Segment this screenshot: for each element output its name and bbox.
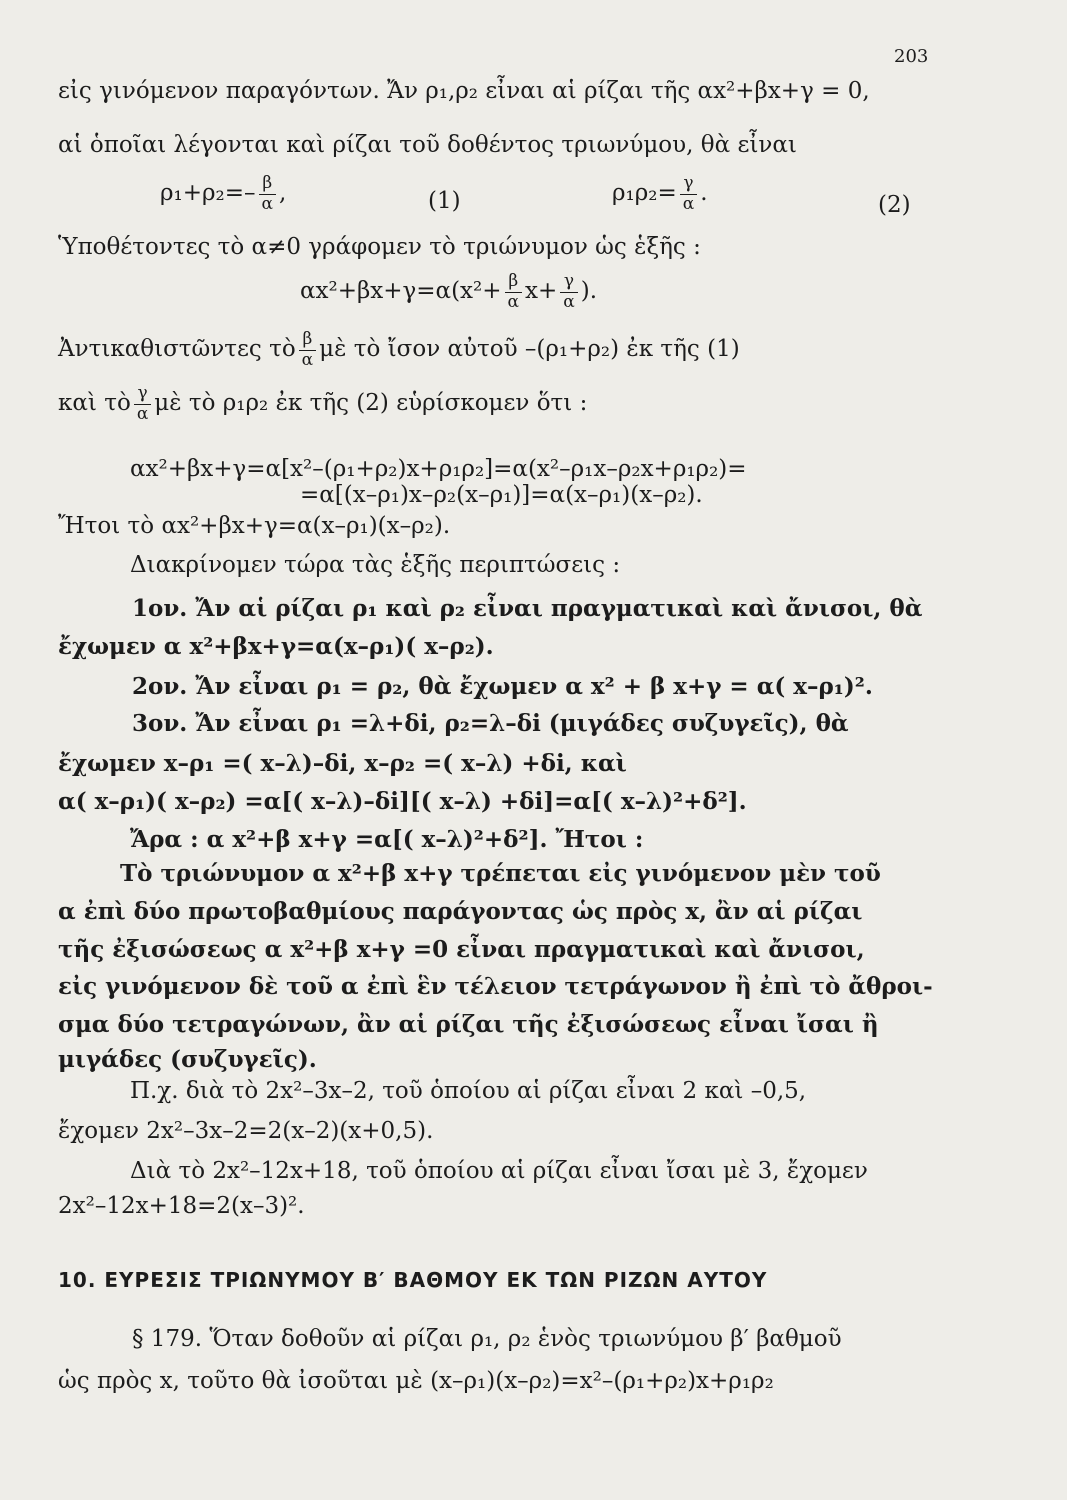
eq1-lhs: ρ₁+ρ₂=–: [160, 180, 256, 207]
fraction: $\frac{\beta}{\alpha}$: [259, 174, 276, 214]
section-179-line: § 179. Ὅταν δοθοῦν αἱ ρίζαι ρ₁, ρ₂ ἑνὸς τριωνύμου β′ βαθμοῦ: [132, 1326, 842, 1352]
section-heading: 10. ΕΥΡΕΣΙΣ ΤΡΙΩΝΥΜΟΥ Β′ ΒΑΘΜΟΥ ΕΚ ΤΩΝ ΡΙΖΩΝ ΑΥΤΟΥ: [58, 1268, 768, 1292]
theorem-line: μιγάδες (συζυγεῖς).: [58, 1046, 317, 1073]
example-line: Διὰ τὸ 2x²–12x+18, τοῦ ὁποίου αἱ ρίζαι εἶναι ἴσαι μὲ 3, ἔχομεν: [130, 1158, 868, 1184]
equation-3: αx²+βx+γ=α(x²+ $\frac{\beta}{\alpha}$ x+ $\frac{\gamma}{\alpha}$ ).: [300, 271, 598, 312]
equation-line: =α[(x–ρ₁)x–ρ₂(x–ρ₁)]=α(x–ρ₁)(x–ρ₂).: [300, 482, 703, 508]
fraction: $\frac{\gamma}{\alpha}$: [134, 384, 151, 424]
page-number: 203: [894, 46, 929, 67]
case-1-line: 1ον. Ἄν αἱ ρίζαι ρ₁ καὶ ρ₂ εἶναι πραγματικαὶ καὶ ἄνισοι, θὰ: [132, 595, 923, 622]
theorem-line: α ἐπὶ δύο πρωτοβαθμίους παράγοντας ὡς πρὸς x, ἂν αἱ ρίζαι: [58, 898, 863, 925]
eq2-lhs: ρ₁ρ₂=: [612, 180, 677, 207]
case-3-line: α( x–ρ₁)( x–ρ₂) =α[( x–λ)–δi][( x–λ) +δi]=α[( x–λ)²+δ²].: [58, 788, 747, 815]
case-1-line: ἔχωμεν α x²+βx+γ=α(x–ρ₁)( x–ρ₂).: [58, 633, 494, 660]
fraction: $\frac{\gamma}{\alpha}$: [680, 174, 697, 214]
case-3-line: Ἄρα : α x²+β x+γ =α[( x–λ)²+δ²]. Ἤτοι :: [130, 826, 644, 853]
example-line: ἔχομεν 2x²–3x–2=2(x–2)(x+0,5).: [58, 1118, 434, 1144]
equation-1-label: (1): [428, 188, 461, 214]
equation-2: ρ₁ρ₂= $\frac{\gamma}{\alpha}$ .: [612, 173, 708, 214]
text-line: Διακρίνομεν τώρα τὰς ἑξῆς περιπτώσεις :: [130, 552, 621, 578]
equation-1: ρ₁+ρ₂=– $\frac{\beta}{\alpha}$ ,: [160, 173, 287, 214]
equation-line: αx²+βx+γ=α[x²–(ρ₁+ρ₂)x+ρ₁ρ₂]=α(x²–ρ₁x–ρ₂x+ρ₁ρ₂)=: [130, 456, 747, 482]
fraction: $\frac{\beta}{\alpha}$: [505, 272, 522, 312]
text-line: Ὑποθέτοντες τὸ α≠0 γράφομεν τὸ τριώνυμον ὡς ἑξῆς :: [58, 234, 701, 260]
case-2-line: 2ον. Ἄν εἶναι ρ₁ = ρ₂, θὰ ἔχωμεν α x² + β x+γ = α( x–ρ₁)².: [132, 673, 873, 700]
text-line: εἰς γινόμενον παραγόντων. Ἄν ρ₁,ρ₂ εἶναι αἱ ρίζαι τῆς αx²+βx+γ = 0,: [58, 78, 870, 104]
text-line-substitution-1: Ἀντικαθιστῶντες τὸ $\frac{\beta}{\alpha}$ μὲ τὸ ἴσον αὐτοῦ –(ρ₁+ρ₂) ἐκ τῆς (1): [58, 329, 740, 370]
text-line: αἱ ὁποῖαι λέγονται καὶ ρίζαι τοῦ δοθέντος τριωνύμου, θὰ εἶναι: [58, 132, 797, 158]
theorem-line: τῆς ἐξισώσεως α x²+β x+γ =0 εἶναι πραγματικαὶ καὶ ἄνισοι,: [58, 936, 865, 963]
text-line: Ἤτοι τὸ αx²+βx+γ=α(x–ρ₁)(x–ρ₂).: [58, 513, 451, 539]
fraction: $\frac{\gamma}{\alpha}$: [560, 272, 577, 312]
example-line: Π.χ. διὰ τὸ 2x²–3x–2, τοῦ ὁποίου αἱ ρίζαι εἶναι 2 καὶ –0,5,: [130, 1078, 807, 1104]
theorem-line: σμα δύο τετραγώνων, ἂν αἱ ρίζαι τῆς ἐξισώσεως εἶναι ἴσαι ἢ: [58, 1011, 879, 1038]
theorem-line: Τὸ τριώνυμον α x²+β x+γ τρέπεται εἰς γινόμενον μὲν τοῦ: [120, 860, 881, 887]
section-179-line: ὡς πρὸς x, τοῦτο θὰ ἰσοῦται μὲ (x–ρ₁)(x–ρ₂)=x²–(ρ₁+ρ₂)x+ρ₁ρ₂: [58, 1368, 774, 1394]
fraction: $\frac{\beta}{\alpha}$: [299, 330, 316, 370]
case-3-line: 3ον. Ἄν εἶναι ρ₁ =λ+δi, ρ₂=λ–δi (μιγάδες συζυγεῖς), θὰ: [132, 710, 849, 737]
theorem-line: εἰς γινόμενον δὲ τοῦ α ἐπὶ ἓν τέλειον τετράγωνον ἢ ἐπὶ τὸ ἄθροι-: [58, 973, 933, 1000]
example-line: 2x²–12x+18=2(x–3)².: [58, 1193, 305, 1219]
equation-2-label: (2): [878, 192, 911, 218]
text-line-substitution-2: καὶ τὸ $\frac{\gamma}{\alpha}$ μὲ τὸ ρ₁ρ₂ ἐκ τῆς (2) εὑρίσκομεν ὅτι :: [58, 383, 588, 424]
case-3-line: ἔχωμεν x–ρ₁ =( x–λ)–δi, x–ρ₂ =( x–λ) +δi, καὶ: [58, 750, 627, 777]
